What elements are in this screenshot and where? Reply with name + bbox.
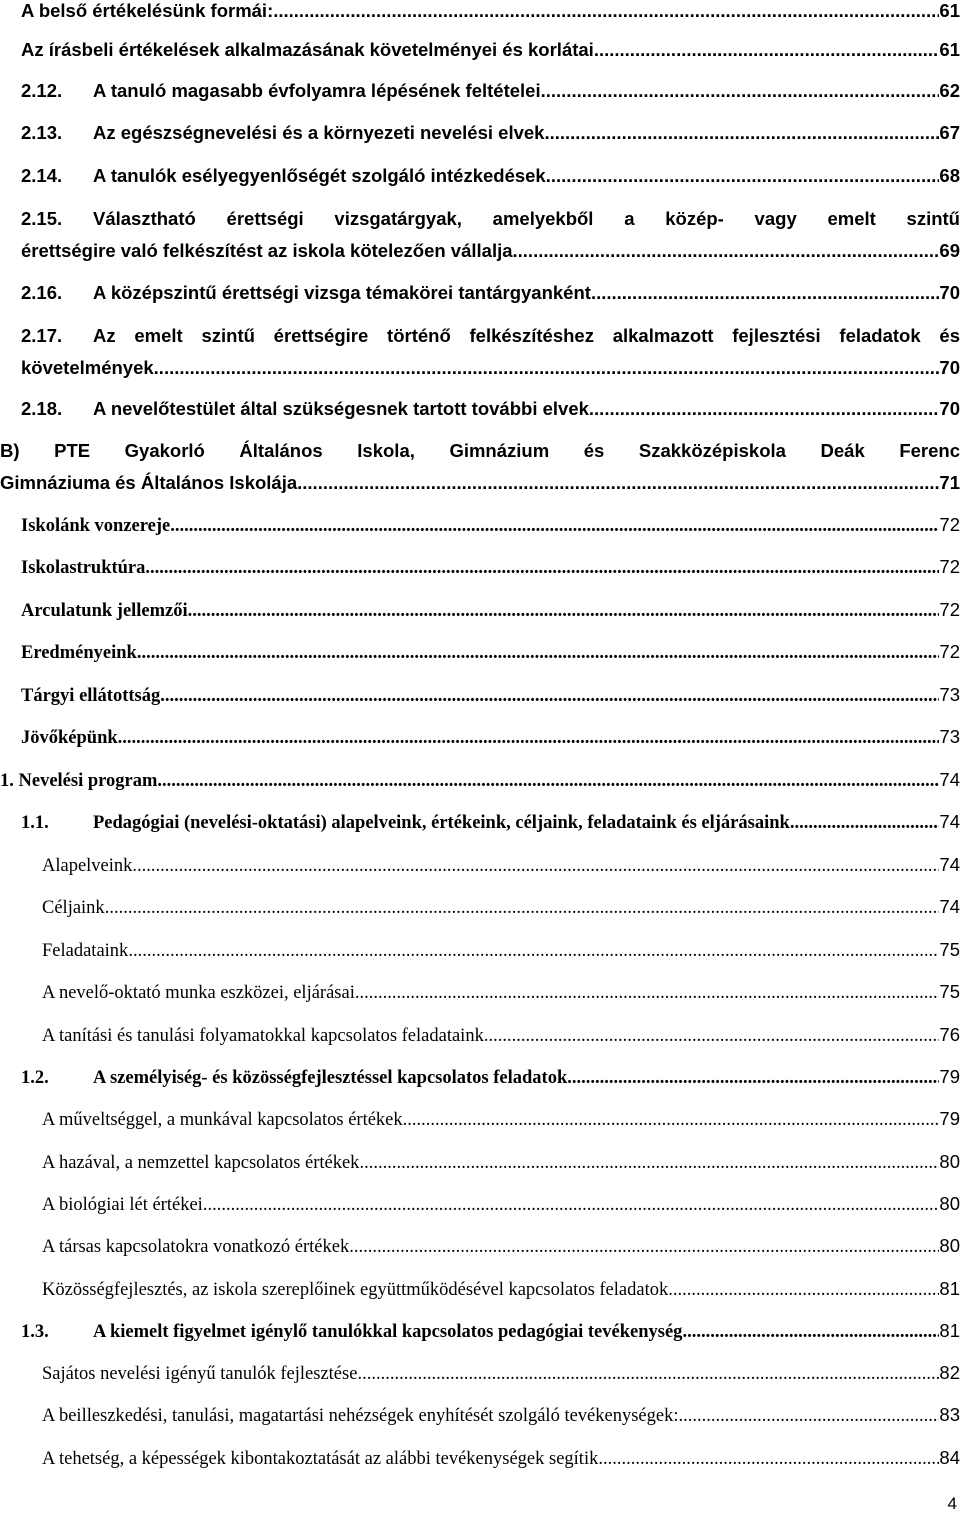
leader-dots [118,726,940,750]
toc-entry-title: A műveltséggel, a munkával kapcsolatos értékek [42,1110,403,1130]
toc-entry-title: A biológiai lét értékei [42,1195,203,1215]
leader-dots [349,1235,939,1259]
toc-entry-page: 73 [939,726,960,747]
leader-dots [594,38,940,62]
toc-entry-title: A középszintű érettségi vizsga témakörei tantárgyanként [93,282,591,303]
toc-entry-title: Az írásbeli értékelések alkalmazásának követelményei és korlátai [21,39,594,60]
toc-entry-number: 2.13. [21,122,63,143]
leader-dots [513,239,940,263]
toc-entry-page: 72 [939,514,960,535]
toc-entry-title: A tehetség, a képességek kibontakoztatását az alábbi tevékenységek segítik [42,1449,599,1469]
toc-entry-title-line1: B) PTE Gyakorló Általános Iskola, Gimnázium és Szakközépiskola Deák Ferenc [0,440,960,461]
toc-entry-page: 84 [939,1447,960,1468]
toc-entry-title: A tanítási és tanulási folyamatokkal kapcsolatos feladataink [42,1026,484,1046]
toc-entry-title: Iskolánk vonzereje [21,516,171,536]
leader-dots [297,471,939,495]
toc-entry-page: 71 [939,472,960,493]
toc-entry-title: Jövőképünk [21,728,118,748]
leader-dots [598,1447,939,1471]
toc-entry-title: A kiemelt figyelmet igénylő tanulókkal kapcsolatos pedagógiai tevékenység [93,1322,683,1342]
toc-entry-page: 82 [939,1362,960,1383]
toc-entry-page: 70 [939,282,960,303]
toc-entry-title: Pedagógiai (nevelési-oktatási) alapelveink, értékeink, céljaink, feladataink és eljárásaink [93,813,790,833]
toc-entry-title-line1: Az emelt szintű érettségire történő felkészítéshez alkalmazott fejlesztési feladatok és [93,325,960,346]
toc-entry-title: A tanuló magasabb évfolyamra lépésének feltételei [93,80,541,101]
leader-dots [273,0,939,23]
leader-dots [790,811,940,835]
leader-dots [591,281,939,305]
leader-dots [678,1404,939,1428]
toc-entry-title: Feladataink [42,941,129,961]
toc-entry-page: 75 [939,981,960,1002]
leader-dots [170,514,939,538]
toc-entry-page: 81 [939,1278,960,1299]
toc-entry-page: 74 [939,854,960,875]
leader-dots [132,854,939,878]
toc-entry-title: A nevelőtestület által szükségesnek tartott további elvek [93,398,589,419]
toc-entry-title: Eredményeink [21,643,137,663]
toc-entry-page: 67 [939,122,960,143]
toc-entry-page: 83 [939,1404,960,1425]
leader-dots [403,1108,940,1132]
leader-dots [589,397,940,421]
page-number: 4 [947,1494,957,1513]
toc-entry-number: 2.17. [21,325,63,346]
toc-entry-page: 72 [939,556,960,577]
leader-dots [145,556,939,580]
leader-dots [668,1278,939,1302]
leader-dots [154,356,940,380]
toc-entry-page: 75 [939,939,960,960]
toc-entry-page: 62 [939,80,960,101]
toc-entry-title: Iskolastruktúra [21,558,146,578]
leader-dots [128,939,939,963]
leader-dots [105,896,940,920]
toc-entry-number: 2.12. [21,80,63,101]
toc-entry-page: 68 [939,165,960,186]
leader-dots [157,769,939,793]
toc-entry-title: A tanulók esélyegyenlőségét szolgáló intézkedések [93,165,546,186]
toc-entry-page: 70 [939,398,960,419]
toc-entry-title: Céljaink [42,898,105,918]
leader-dots [682,1320,939,1344]
leader-dots [160,684,939,708]
toc-entry-page: 80 [939,1151,960,1172]
toc-entry-title-line2: követelmények [21,357,154,378]
toc-entry[interactable] [21,207,960,267]
leader-dots [137,641,940,665]
toc-section-entry[interactable] [0,439,960,499]
toc-entry-title: Az egészségnevelési és a környezeti nevelési elvek [93,122,545,143]
leader-dots [359,1151,939,1175]
toc-entry-title: A társas kapcsolatokra vonatkozó értékek [42,1237,350,1257]
toc-entry-page: 76 [939,1024,960,1045]
toc-entry-page: 72 [939,599,960,620]
toc-entry-page: 79 [939,1108,960,1129]
toc-entry-page: 69 [939,240,960,261]
toc-entry-title: Tárgyi ellátottság [21,686,161,706]
toc-entry-page: 61 [939,0,960,21]
toc-entry-page: 79 [939,1066,960,1087]
toc-entry-page: 61 [939,39,960,60]
toc-entry-title: A hazával, a nemzettel kapcsolatos értékek [42,1153,360,1173]
toc-entry-title: Arculatunk jellemzői [21,601,188,621]
leader-dots [567,1066,939,1090]
toc-entry-page: 81 [939,1320,960,1341]
toc-entry-title: A beilleszkedési, tanulási, magatartási nehézségek enyhítését szolgáló tevékenységek: [42,1406,679,1426]
toc-entry-title: Közösségfejlesztés, az iskola szereplőinek együttműködésével kapcsolatos feladatok [42,1280,669,1300]
leader-dots [484,1024,940,1048]
toc-entry-title: A személyiség- és közösségfejlesztéssel kapcsolatos feladatok [93,1068,568,1088]
leader-dots [188,599,940,623]
toc-entry-page: 74 [939,896,960,917]
toc-entry-number: 1.2. [21,1068,49,1088]
toc-entry-page: 70 [939,357,960,378]
toc-entry-page: 72 [939,641,960,662]
leader-dots [541,79,940,103]
toc-entry-number: 1.1. [21,813,49,833]
toc-entry-title: 1. Nevelési program [0,771,158,791]
leader-dots [544,121,939,145]
leader-dots [357,1362,939,1386]
toc-entry-page: 73 [939,684,960,705]
toc-entry-page: 80 [939,1235,960,1256]
toc-entry-page: 74 [939,769,960,790]
toc-entry-title-line2: érettségire való felkészítést az iskola kötelezően vállalja [21,240,513,261]
leader-dots [355,981,940,1005]
leader-dots [203,1193,940,1217]
toc-entry-number: 1.3. [21,1322,49,1342]
toc-entry-title: Sajátos nevelési igényű tanulók fejlesztése [42,1364,358,1384]
toc-entry-title: Alapelveink [42,856,133,876]
toc-entry-title-line2: Gimnáziuma és Általános Iskolája [0,472,298,493]
toc-entry-title-line1: Választható érettségi vizsgatárgyak, amelyekből a közép- vagy emelt szintű [93,208,960,229]
leader-dots [546,164,940,188]
toc-entry-number: 2.18. [21,398,63,419]
toc-entry-title: A nevelő-oktató munka eszközei, eljárásai [42,983,355,1003]
toc-entry-number: 2.15. [21,208,63,229]
toc-entry-page: 74 [939,811,960,832]
toc-entry-title: A belső értékelésünk formái: [21,0,274,21]
toc-entry[interactable] [21,324,960,384]
toc-entry-page: 80 [939,1193,960,1214]
toc-entry-number: 2.14. [21,165,63,186]
toc-entry-number: 2.16. [21,282,63,303]
